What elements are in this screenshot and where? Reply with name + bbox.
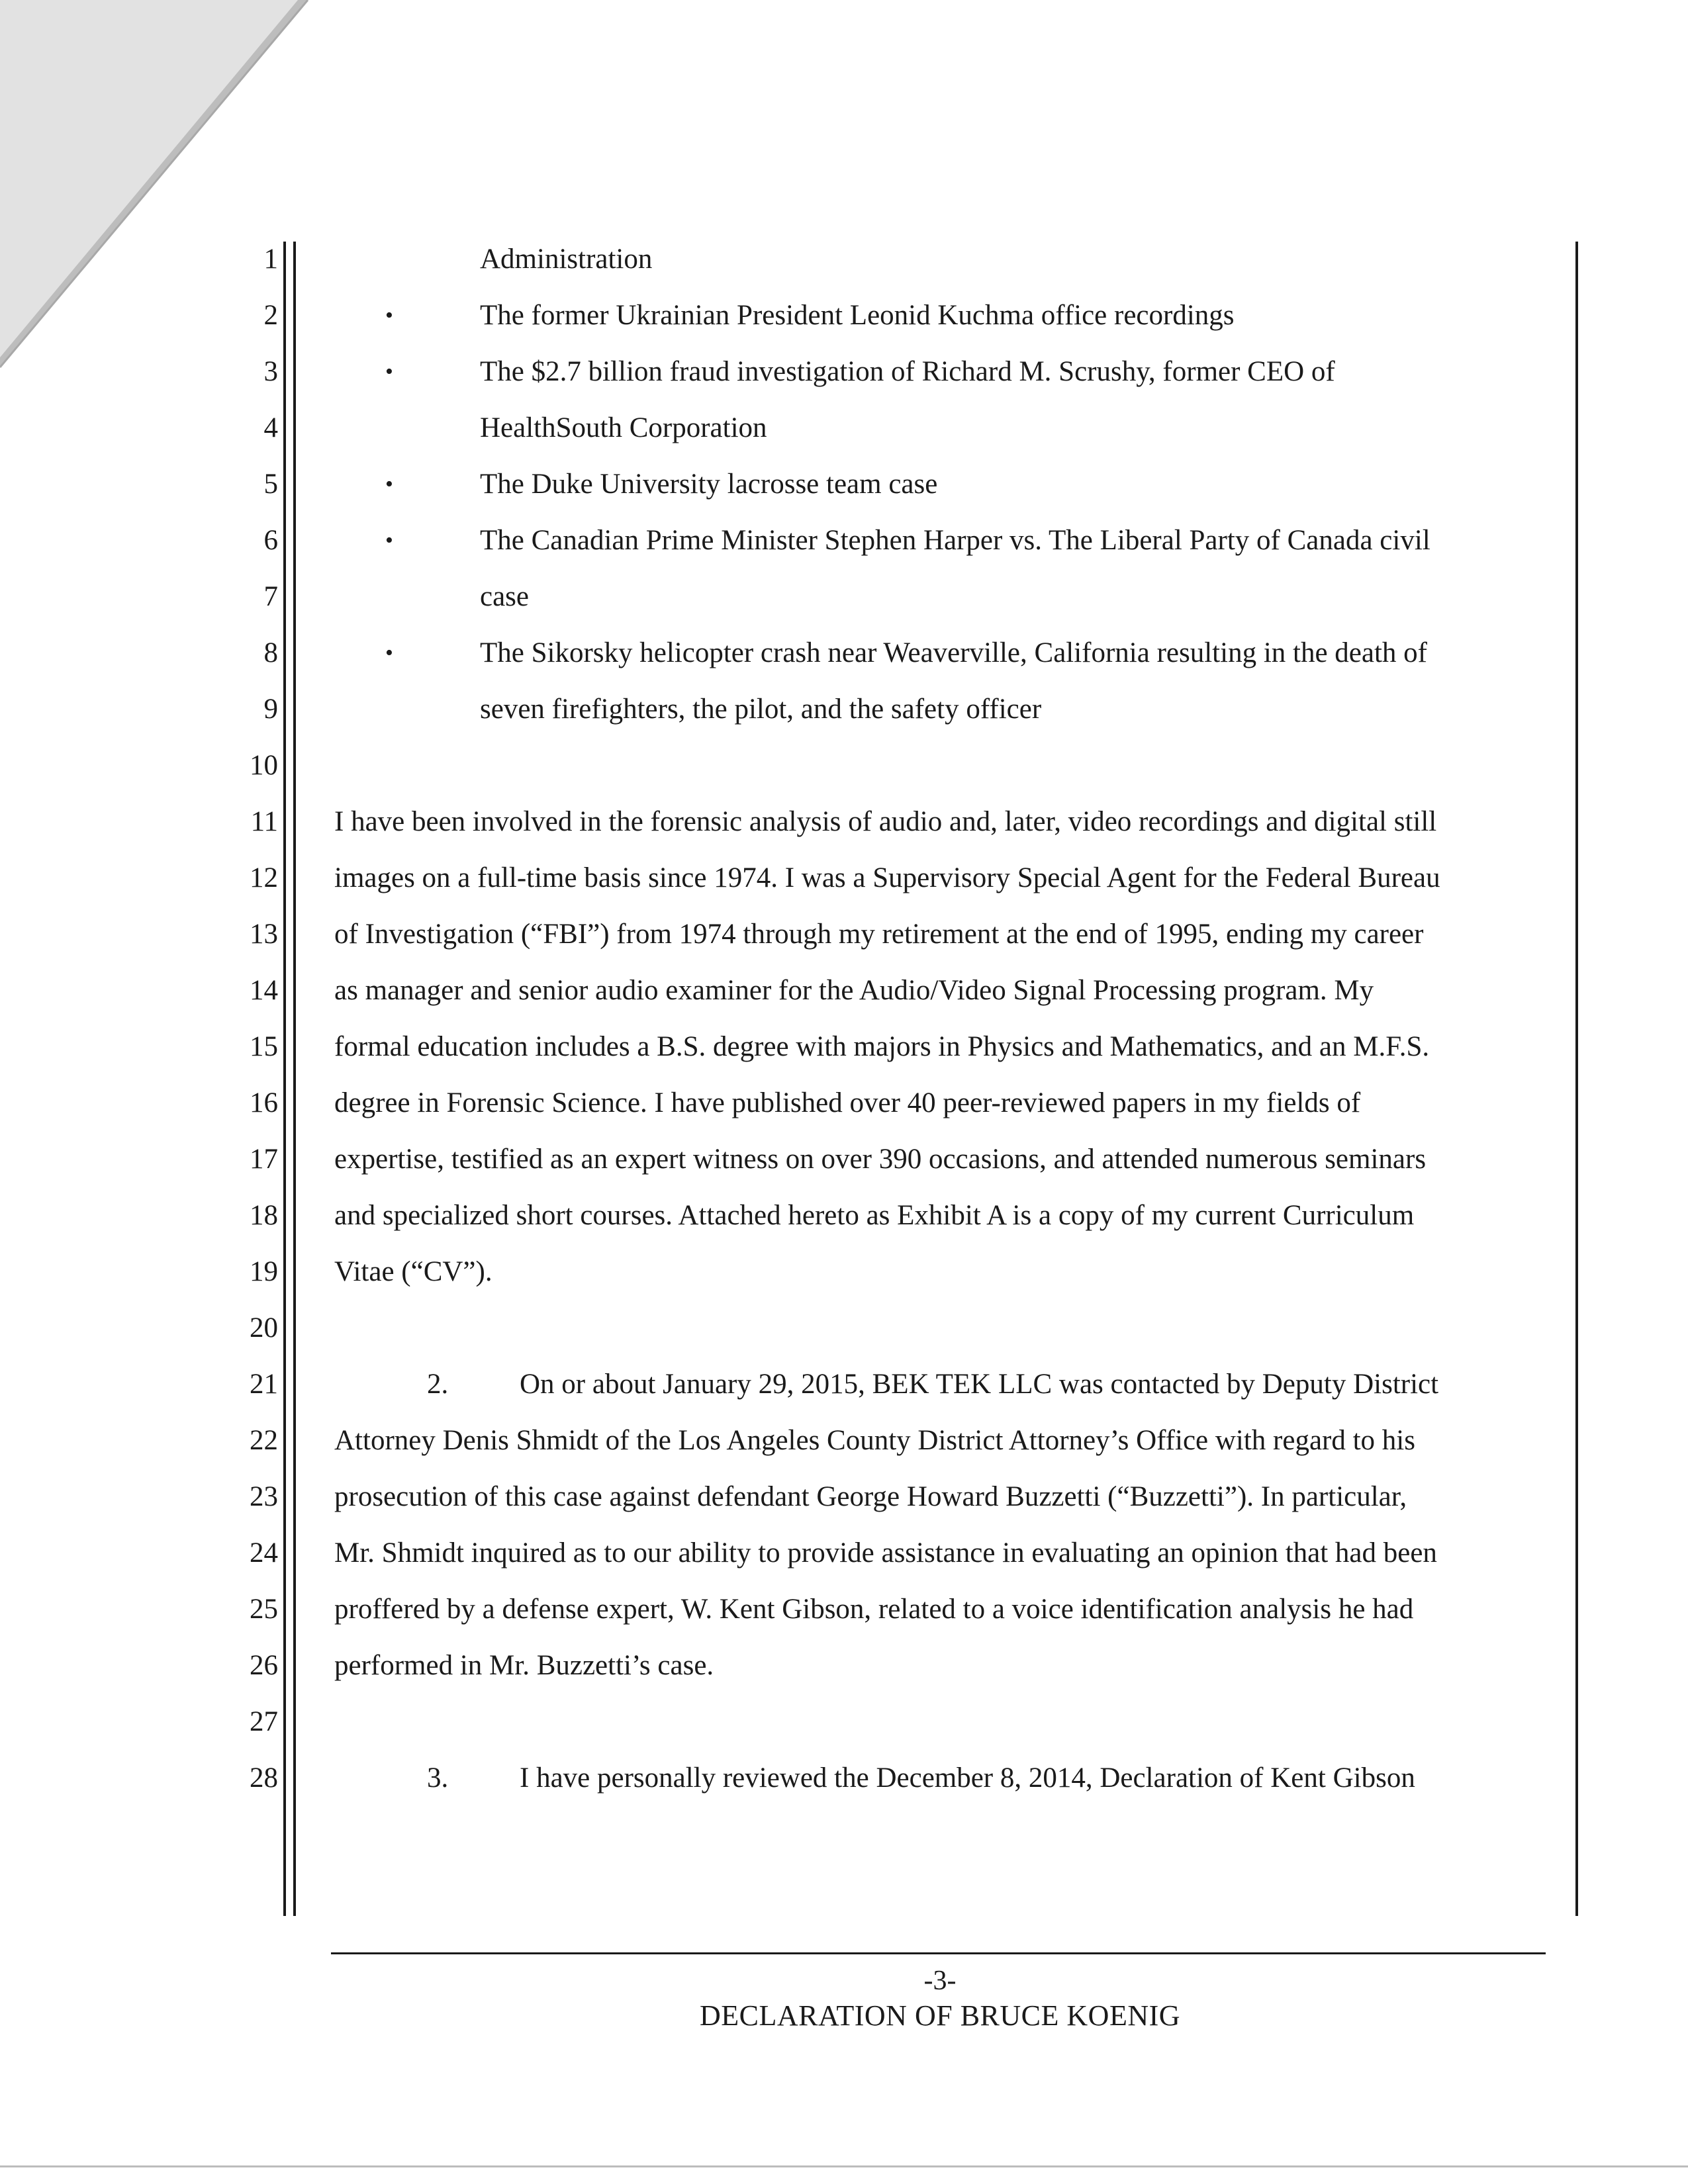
line-number: 27	[250, 1706, 278, 1737]
text-line: of Investigation (“FBI”) from 1974 through my retirement at the end of 1995, ending my career	[334, 919, 1424, 950]
text-line: formal education includes a B.S. degree with majors in Physics and Mathematics, and an M.F.S.	[334, 1031, 1430, 1062]
text-line: proffered by a defense expert, W. Kent Gibson, related to a voice identification analysis he had	[334, 1594, 1414, 1625]
line-number: 15	[250, 1031, 278, 1062]
text-line: Attorney Denis Shmidt of the Los Angeles County District Attorney’s Office with regard to his	[334, 1425, 1415, 1456]
list-item: The Canadian Prime Minister Stephen Harper vs. The Liberal Party of Canada civil	[480, 525, 1430, 556]
left-margin-rule-outer	[283, 242, 286, 1916]
line-number: 10	[250, 750, 278, 781]
scan-edge-line	[0, 2165, 1688, 2167]
left-margin-rule-inner	[293, 242, 296, 1916]
paragraph-number: 3.	[427, 1762, 449, 1794]
text-line: expertise, testified as an expert witness on over 390 occasions, and attended numerous seminars	[334, 1144, 1427, 1175]
list-item-continuation: HealthSouth Corporation	[480, 412, 767, 443]
list-item: The Sikorsky helicopter crash near Weaverville, California resulting in the death of	[480, 637, 1427, 668]
line-number: 21	[250, 1369, 278, 1400]
list-item-continuation: seven firefighters, the pilot, and the safety officer	[480, 694, 1042, 725]
line-number: 12	[250, 862, 278, 893]
line-number: 25	[250, 1594, 278, 1625]
document-title: DECLARATION OF BRUCE KOENIG	[699, 1999, 1181, 2032]
paragraph-number: 2.	[427, 1369, 449, 1400]
page-number: -3-	[923, 1966, 957, 1996]
text-line: degree in Forensic Science. I have published over 40 peer-reviewed papers in my fields of	[334, 1087, 1361, 1118]
bullet: •	[385, 359, 393, 384]
line-number: 26	[250, 1650, 278, 1681]
list-item: The former Ukrainian President Leonid Kuchma office recordings	[480, 300, 1235, 331]
line-number: 22	[250, 1425, 278, 1456]
bullet: •	[385, 303, 393, 328]
line-number: 5	[263, 469, 278, 500]
line-number: 11	[250, 806, 278, 837]
list-item-continuation: case	[480, 581, 529, 612]
text-line: prosecution of this case against defendant George Howard Buzzetti (“Buzzetti”). In particular,	[334, 1481, 1407, 1512]
line-number: 20	[250, 1312, 278, 1343]
bullet: •	[385, 472, 393, 496]
line-number: 2	[263, 300, 278, 331]
line-number: 18	[250, 1200, 278, 1231]
line-number: 19	[250, 1256, 278, 1287]
bullet: •	[385, 641, 393, 665]
text-line: as manager and senior audio examiner for the Audio/Video Signal Processing program. My	[334, 975, 1374, 1006]
line-number: 8	[263, 637, 278, 668]
text-line: Vitae (“CV”).	[334, 1256, 492, 1287]
text-line: performed in Mr. Buzzetti’s case.	[334, 1650, 714, 1681]
text-line: On or about January 29, 2015, BEK TEK LLC was contacted by Deputy District	[520, 1369, 1439, 1400]
line-number: 13	[250, 919, 278, 950]
line-number: 3	[263, 356, 278, 387]
footer-rule	[331, 1952, 1546, 1954]
text-line: I have personally reviewed the December 8, 2014, Declaration of Kent Gibson	[520, 1762, 1415, 1794]
line-number: 16	[250, 1087, 278, 1118]
text-line: and specialized short courses. Attached hereto as Exhibit A is a copy of my current Curriculum	[334, 1200, 1415, 1231]
text-line: I have been involved in the forensic analysis of audio and, later, video recordings and digital still	[334, 806, 1437, 837]
line-number: 4	[263, 412, 278, 443]
line-number: 1	[263, 244, 278, 275]
bullet: •	[385, 528, 393, 553]
text-line: Mr. Shmidt inquired as to our ability to provide assistance in evaluating an opinion that had been	[334, 1537, 1437, 1569]
line-number: 17	[250, 1144, 278, 1175]
line-number: 28	[250, 1762, 278, 1794]
list-item: The $2.7 billion fraud investigation of Richard M. Scrushy, former CEO of	[480, 356, 1335, 387]
line-number: 9	[263, 694, 278, 725]
list-item: The Duke University lacrosse team case	[480, 469, 938, 500]
line-number: 6	[263, 525, 278, 556]
line-number: 24	[250, 1537, 278, 1569]
line-number: 14	[250, 975, 278, 1006]
line-number: 23	[250, 1481, 278, 1512]
line-number: 7	[263, 581, 278, 612]
list-item-continuation: Administration	[480, 244, 653, 275]
right-margin-rule	[1575, 242, 1578, 1916]
text-line: images on a full-time basis since 1974. I was a Supervisory Special Agent for the Federal Bureau	[334, 862, 1440, 893]
